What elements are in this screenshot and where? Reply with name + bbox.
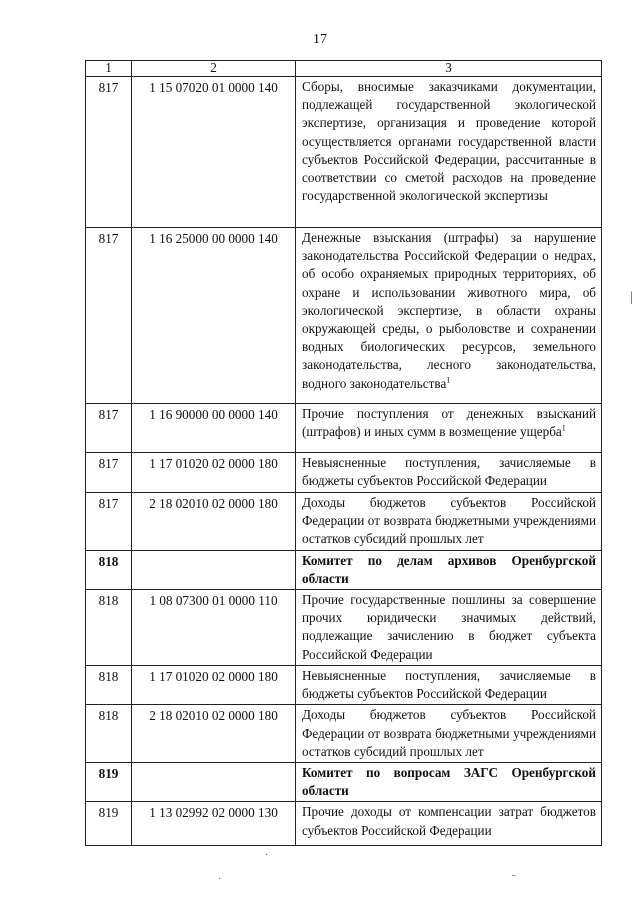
- revenue-description-cell: Невыясненные поступления, зачисляемые в бюджеты субъектов Российской Федерации: [296, 666, 602, 705]
- revenue-description-cell: Прочие доходы от компенсации затрат бюджетов субъектов Российской Федерации: [296, 802, 602, 846]
- scan-speck: |: [630, 290, 633, 305]
- admin-code-cell: 817: [86, 77, 132, 228]
- revenue-code-cell: 1 16 90000 00 0000 140: [132, 404, 296, 453]
- header-col-2: 2: [132, 61, 296, 77]
- revenue-code-cell: 1 17 01020 02 0000 180: [132, 666, 296, 705]
- table-row: [86, 763, 602, 802]
- header-col-3: 3: [296, 61, 602, 77]
- admin-code-cell: 818: [86, 705, 132, 763]
- scan-speck: -: [512, 870, 516, 881]
- table-row: [86, 493, 602, 551]
- admin-code-cell: 818: [86, 550, 132, 589]
- revenue-description-cell: Сборы, вносимые заказчиками документации, подлежащей государственной экологической экспертизе, организация и проведение которой осуществляется органами государственной власти субъектов Российской Федерации, рассчитанные в соответствии со сметой расходов на проведение государственной экологической экспертизы: [296, 77, 602, 228]
- revenue-description-cell: Комитет по вопросам ЗАГС Оренбургской области: [296, 763, 602, 802]
- revenue-code-cell: 1 16 25000 00 0000 140: [132, 228, 296, 404]
- header-col-1: 1: [86, 61, 132, 77]
- footnote-marker: 1: [446, 375, 451, 385]
- revenue-description-cell: Доходы бюджетов субъектов Российской Федерации от возврата бюджетными учреждениями остатков субсидий прошлых лет: [296, 493, 602, 551]
- table-header-row: [86, 61, 602, 77]
- revenue-description-cell: Невыясненные поступления, зачисляемые в бюджеты субъектов Российской Федерации: [296, 453, 602, 493]
- scan-speck: ·: [218, 874, 222, 885]
- admin-code-cell: 817: [86, 453, 132, 493]
- table-row: [86, 228, 602, 404]
- admin-code-cell: 817: [86, 404, 132, 453]
- revenue-code-cell: 2 18 02010 02 0000 180: [132, 705, 296, 763]
- revenue-codes-table: [85, 60, 602, 846]
- table-row: [86, 802, 602, 846]
- admin-code-cell: 817: [86, 493, 132, 551]
- revenue-description-cell: Комитет по делам архивов Оренбургской области: [296, 550, 602, 589]
- table-row: [86, 666, 602, 705]
- table-row: [86, 705, 602, 763]
- table-row: [86, 550, 602, 589]
- revenue-description-cell: Прочие поступления от денежных взысканий (штрафов) и иных сумм в возмещение ущерба$^1$: [296, 404, 602, 453]
- admin-code-cell: 818: [86, 666, 132, 705]
- revenue-code-cell: 2 18 02010 02 0000 180: [132, 493, 296, 551]
- footnote-marker: 1: [561, 423, 566, 433]
- admin-code-cell: 819: [86, 763, 132, 802]
- scan-speck: ·: [265, 850, 269, 861]
- admin-code-cell: 818: [86, 590, 132, 666]
- revenue-code-cell: [132, 763, 296, 802]
- revenue-code-cell: [132, 550, 296, 589]
- admin-code-cell: 819: [86, 802, 132, 846]
- table-row: [86, 77, 602, 228]
- revenue-code-cell: 1 15 07020 01 0000 140: [132, 77, 296, 228]
- page-number: 17: [313, 32, 327, 47]
- table-row: [86, 404, 602, 453]
- revenue-description-cell: Прочие государственные пошлины за совершение прочих юридически значимых действий, подлежащие зачислению в бюджет субъекта Российской Федерации: [296, 590, 602, 666]
- revenue-code-cell: 1 08 07300 01 0000 110: [132, 590, 296, 666]
- revenue-description-cell: Доходы бюджетов субъектов Российской Федерации от возврата бюджетными учреждениями остатков субсидий прошлых лет: [296, 705, 602, 763]
- table-row: [86, 453, 602, 493]
- revenue-code-cell: 1 17 01020 02 0000 180: [132, 453, 296, 493]
- table-row: [86, 590, 602, 666]
- revenue-description-cell: Денежные взыскания (штрафы) за нарушение законодательства Российской Федерации о недрах, об особо охраняемых природных территориях, об охране и использовании животного мира, об экологической экспертизе, в области охраны окружающей среды, о рыболовстве и сохранении водных биологических ресурсов, земельного законодательства, лесного законодательства, водного законодательства$^1$: [296, 228, 602, 404]
- admin-code-cell: 817: [86, 228, 132, 404]
- revenue-code-cell: 1 13 02992 02 0000 130: [132, 802, 296, 846]
